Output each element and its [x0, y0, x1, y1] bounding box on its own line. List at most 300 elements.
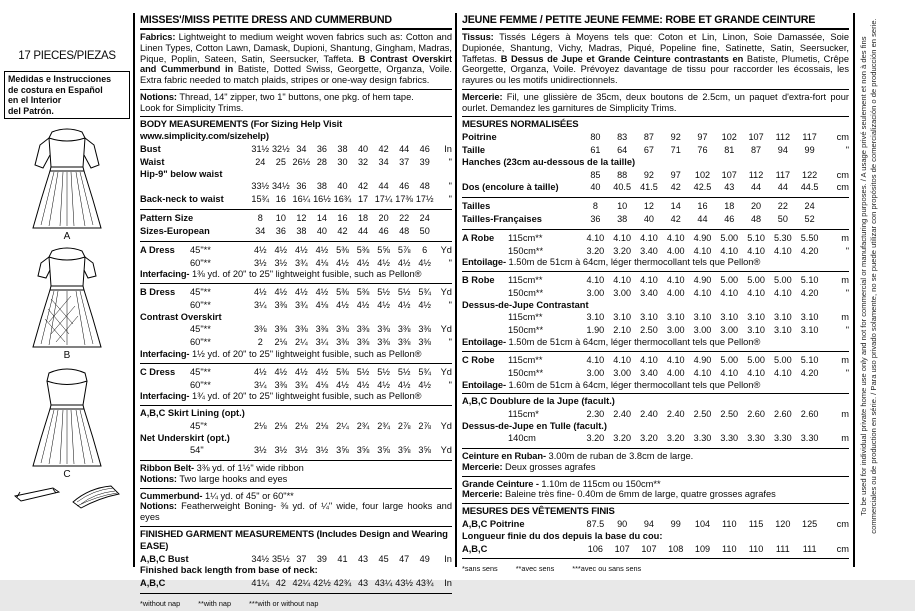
- measurement-value: 33½: [251, 181, 270, 192]
- measurement-value: 3½: [253, 257, 267, 268]
- measurement-value: 3.10: [800, 325, 819, 336]
- measurement-value: 110: [748, 543, 764, 554]
- measurement-value: 4.10: [640, 275, 658, 286]
- measurement-value: 5½: [397, 287, 411, 298]
- measurement-label: [140, 257, 250, 269]
- c-robe-block: [462, 352, 849, 394]
- fabric-width: 45"**: [190, 244, 211, 255]
- measurement-value: 4½: [377, 379, 390, 390]
- measurement-label: [462, 324, 582, 336]
- measurement-row: [462, 131, 849, 144]
- b-robe-block: [462, 272, 849, 352]
- row-label: Dessus-de-Jupe en Tulle (facult.): [462, 420, 607, 431]
- measurement-value: 49: [419, 553, 430, 564]
- measurement-value: 3⅜: [336, 324, 349, 335]
- measurement-value: 2⅛: [274, 337, 288, 348]
- measurement-value: 4⅛: [315, 257, 329, 268]
- fabric-width: 45"**: [190, 287, 211, 298]
- measurement-value: 3.00: [613, 288, 631, 299]
- measurement-value: 5¾: [418, 366, 432, 377]
- measurement-value: 3⅜: [295, 324, 308, 335]
- measurement-value: 5⅜: [336, 366, 349, 377]
- measurement-value: 46: [378, 225, 389, 236]
- dress-c-figure: [21, 363, 113, 480]
- measurement-value: 34: [378, 157, 389, 168]
- measurement-value: 5⅜: [356, 287, 370, 298]
- measurement-value: 3⅝: [356, 445, 370, 456]
- measurement-value: 3.10: [800, 312, 819, 323]
- measurement-value: 4½: [397, 299, 411, 310]
- note-label: Interfacing-: [140, 348, 190, 359]
- note-line: [140, 391, 452, 402]
- measurement-value: 8: [592, 201, 598, 212]
- measurement-value: 3¼: [315, 337, 329, 348]
- fabric-width: 45"**: [190, 324, 211, 335]
- unit-label: In: [444, 144, 452, 155]
- measurement-value: 16: [697, 201, 708, 212]
- mesures-normalisees-block: [462, 117, 849, 198]
- measurement-value: 3⅝: [377, 445, 390, 456]
- measurement-value: 4½: [418, 379, 432, 390]
- measurement-row: [140, 577, 452, 590]
- ruban-block: [462, 449, 849, 477]
- fabric-width: 150cm**: [508, 245, 544, 256]
- measurement-value: 107: [748, 132, 764, 143]
- section-heading: FINISHED GARMENT MEASUREMENTS (Includes Design and Wearing EASE): [140, 528, 448, 552]
- measurement-row: [140, 193, 452, 206]
- unit-label: m: [841, 312, 849, 323]
- measurement-value: 125: [802, 519, 818, 530]
- measurement-value: 5.00: [747, 275, 765, 286]
- measurement-value: 3.20: [666, 433, 685, 444]
- measurement-value: 2⅛: [315, 420, 329, 431]
- measurement-value: 2.60: [800, 408, 819, 419]
- measurement-value: 4½: [295, 287, 308, 298]
- measurement-value: 4.00: [666, 245, 685, 256]
- fabric-width: 150cm**: [508, 288, 544, 299]
- note-line: [462, 462, 849, 473]
- measurement-value: 34: [255, 225, 266, 236]
- measurement-row: [462, 432, 849, 445]
- note-text: Lightweight to medium weight woven fabrics such as: Cotton and Linen Types, Cotton Lawn, Damask, Dupioni, Shantung, Gingham, Madras, Pique, Poplin, Sateen, Satin, Seersucker, Taffeta.: [140, 32, 452, 64]
- legal-notice-line-1: To be used for individual private home use only and not for commercial or manufacturing purposes. / A usage privé seulement et non à des fins: [859, 36, 868, 516]
- measurement-label: B Robe 115cm**: [462, 275, 543, 286]
- measurement-label: [140, 420, 250, 432]
- dress-c-illustration: [21, 363, 113, 471]
- measurement-value: 39: [419, 157, 430, 168]
- measurement-value: 3.00: [720, 325, 739, 336]
- measurement-value: 5.00: [720, 275, 739, 286]
- measurement-value: 5.00: [720, 354, 739, 365]
- measurement-value: 10: [617, 201, 628, 212]
- measurement-value: 3.10: [640, 312, 658, 323]
- doublure-block: [462, 394, 849, 449]
- measurement-value: 14: [670, 201, 681, 212]
- measurement-label: [140, 323, 250, 335]
- measurement-row: [462, 232, 849, 245]
- footnote-row: [462, 561, 849, 573]
- measurement-value: 43: [357, 578, 369, 589]
- lining-block: [140, 406, 452, 461]
- dress-b-illustration: [21, 244, 113, 352]
- fabric-width: 150cm**: [508, 367, 544, 378]
- measurement-value: 4.20: [800, 288, 819, 299]
- unit-label: Yd: [440, 324, 452, 335]
- measurement-value: 4.20: [800, 367, 819, 378]
- measurement-value: 43½: [395, 578, 413, 589]
- unit-label: ": [845, 245, 849, 256]
- measurement-value: 14: [316, 213, 327, 224]
- measurement-value: 4½: [418, 257, 432, 268]
- measurement-value: 48: [399, 225, 410, 236]
- note-line: [462, 257, 849, 268]
- unit-label: In: [444, 553, 452, 564]
- note-label: Mercerie:: [462, 91, 503, 102]
- body-measurements-block: [140, 117, 452, 210]
- measurement-value: 109: [694, 543, 711, 554]
- measurement-value: 120: [775, 519, 791, 530]
- fabric-width: 45"*: [190, 420, 208, 431]
- measurement-value: 5½: [377, 287, 390, 298]
- measurement-row: [140, 379, 452, 392]
- unit-label: ": [448, 337, 452, 348]
- unit-label: ": [845, 145, 849, 156]
- note-text: Deux grosses agrafes: [502, 461, 596, 472]
- measurement-value: 4.10: [613, 275, 631, 286]
- measurement-value: 34½: [271, 181, 290, 192]
- note-label: Interfacing-: [140, 269, 190, 280]
- note-label: Mercerie:: [462, 489, 503, 500]
- unit-label: In: [444, 578, 452, 589]
- measurement-value: 87: [750, 145, 762, 156]
- note-line: [140, 103, 452, 114]
- note-label: Entoilage-: [462, 337, 506, 348]
- row-label: Contrast Overskirt: [140, 311, 222, 322]
- measurement-value: 3.30: [747, 433, 765, 444]
- measurement-value: 111: [802, 543, 817, 554]
- unit-label: m: [841, 408, 849, 419]
- measurement-label: [140, 336, 250, 348]
- note-label: Ceinture en Ruban-: [462, 451, 546, 462]
- measurement-value: 2⅞: [418, 420, 432, 431]
- measurement-value: 3⅝: [418, 445, 432, 456]
- note-text: 1.50m de 51cm à 64cm, léger thermocollant tels que Pellon®: [505, 337, 761, 348]
- measurement-value: 45: [378, 553, 389, 564]
- spanish-note-line: en el Interior: [8, 95, 62, 105]
- measurement-label: A,B,C Bust: [140, 553, 189, 564]
- measurement-value: 46: [419, 144, 430, 155]
- measurement-value: 4.00: [666, 288, 685, 299]
- measurement-value: 5.00: [773, 354, 792, 365]
- measurement-value: 3.10: [693, 312, 712, 323]
- measurement-value: 46: [724, 214, 735, 225]
- note-line: [140, 491, 452, 502]
- measurement-value: 41: [337, 553, 348, 564]
- measurement-label: [140, 299, 250, 311]
- note-text: 1.10m de 115cm ou 150cm**: [538, 478, 661, 489]
- measurement-value: 26½: [292, 157, 311, 168]
- measurement-row: [462, 213, 849, 226]
- notions-block: [140, 90, 452, 118]
- note-text: Batiste, Plumetis, Crêpe Georgette, Organza, Voile. Prévoyez davantage de tissu pour raccorder les écossais, les rayures ou les motifs unidirectionnels.: [462, 53, 849, 86]
- note-text: 1⅜ yd. of 20" to 25" lightweight fusible, such as Pellon®: [189, 269, 422, 280]
- measurement-value: 3¼: [253, 299, 267, 310]
- footnote: ***avec ou sans sens: [572, 564, 642, 574]
- measurement-label: Taille: [462, 145, 486, 156]
- unit-label: cm: [836, 169, 849, 180]
- unit-label: ": [448, 181, 452, 192]
- measurement-value: 3¾: [295, 257, 308, 268]
- measurement-value: 80: [590, 132, 601, 143]
- unit-label: ": [845, 288, 849, 299]
- measurement-row: [462, 408, 849, 421]
- measurement-row: [140, 323, 452, 336]
- measurement-value: 3½: [274, 257, 288, 268]
- measurement-value: 4½: [377, 299, 390, 310]
- pattern-size-block: [140, 210, 452, 242]
- measurement-value: 3.10: [773, 325, 792, 336]
- note-line: [140, 463, 452, 474]
- measurement-value: 40: [590, 182, 601, 193]
- dress-a-illustration: [21, 125, 113, 233]
- measurement-value: 2.60: [747, 408, 765, 419]
- note-label: Tissus:: [462, 32, 494, 42]
- measurement-value: 4½: [418, 299, 432, 310]
- measurement-value: 4.10: [666, 354, 685, 365]
- note-label: Mercerie:: [462, 461, 503, 472]
- note-line: [462, 479, 849, 490]
- measurement-value: 17: [357, 194, 369, 205]
- measurement-label: [140, 180, 250, 192]
- figure-label-a: A: [63, 231, 71, 242]
- measurement-value: 110: [722, 519, 737, 530]
- measurement-value: 40: [643, 214, 654, 225]
- measurement-value: 5⅞: [397, 244, 411, 255]
- spanish-note-box: [4, 71, 130, 119]
- measurement-value: 12: [643, 201, 654, 212]
- unit-label: m: [841, 275, 849, 286]
- unit-label: ": [448, 257, 452, 268]
- measurement-value: 94: [777, 145, 788, 156]
- measurement-value: 3½: [253, 445, 267, 456]
- measurement-value: 4.10: [773, 367, 792, 378]
- measurement-row: [140, 420, 452, 433]
- spanish-note-line: del Patrón.: [8, 105, 54, 116]
- measurement-value: 4.00: [666, 367, 685, 378]
- fabric-width: 150cm**: [508, 325, 544, 336]
- measurement-value: 4⅛: [315, 299, 329, 310]
- measurement-row: [140, 336, 452, 349]
- measurement-value: 4½: [253, 244, 267, 255]
- measurement-value: 4.90: [693, 354, 712, 365]
- measurement-row: [140, 180, 452, 193]
- note-text: 3.00m de ruban de 3.8cm de large.: [545, 451, 694, 462]
- measurement-value: 24: [804, 201, 815, 212]
- measurement-value: 3⅜: [336, 337, 349, 348]
- fabric-width: 60"**: [190, 257, 211, 268]
- measurement-value: 15¾: [251, 194, 270, 205]
- measurement-label: Tailles-Françaises: [462, 214, 542, 225]
- measurement-value: 3.10: [720, 312, 739, 323]
- row-label: Dessus-de-Jupe Contrastant: [462, 299, 589, 310]
- measurement-label: C Dress 45"**: [140, 366, 211, 377]
- unit-label: Yd: [440, 420, 452, 431]
- measurement-value: 3.30: [773, 433, 792, 444]
- measurement-value: 107: [721, 169, 737, 180]
- measurement-value: 3⅜: [253, 324, 267, 335]
- measurement-value: 97: [697, 132, 708, 143]
- measurement-value: 8: [257, 213, 263, 224]
- fabric-width: 115cm*: [508, 408, 539, 419]
- dress-a-figure: [21, 125, 113, 242]
- measurement-value: 4.10: [693, 367, 712, 378]
- measurement-value: 40.5: [613, 182, 631, 193]
- measurement-value: 42¼: [292, 578, 311, 589]
- measurement-value: 3⅜: [356, 337, 370, 348]
- note-text: 1¾ yd. of 20" to 25" lightweight fusible, such as Pellon®: [189, 391, 422, 402]
- measurement-value: 122: [802, 169, 818, 180]
- note-text: Tissés Légers à Moyens tels que: Coton et Lin, Linon, Soie Damassée, Soie Dupionée, Shantung, Vichy, Madras, Piqué, Popeline fine, Satinette, Satin, Seersucker, Taffetas.: [462, 32, 849, 64]
- french-blocks: [462, 30, 849, 576]
- measurement-value: 32½: [271, 144, 290, 155]
- measurement-row: [140, 366, 452, 379]
- measurement-value: 5.50: [800, 232, 819, 243]
- spanish-note-line: Medidas e Instrucciones: [8, 74, 112, 84]
- measurement-label: A Robe 115cm**: [462, 232, 543, 243]
- measurement-value: 4½: [336, 299, 349, 310]
- measurement-row: [462, 274, 849, 287]
- mercerie-block: [462, 90, 849, 118]
- note-line: [462, 337, 849, 348]
- measurement-value: 104: [694, 519, 711, 530]
- measurement-value: 3.10: [613, 312, 631, 323]
- unit-label: ": [448, 299, 452, 310]
- measurement-value: 3.00: [693, 325, 712, 336]
- measurement-value: 2: [257, 337, 263, 348]
- measurement-value: 2⅛: [295, 420, 308, 431]
- measurement-value: 44: [777, 182, 788, 193]
- measurement-value: 18: [724, 201, 735, 212]
- measurement-value: 12: [296, 213, 307, 224]
- unit-label: m: [841, 354, 849, 365]
- measurement-value: 4.10: [747, 245, 765, 256]
- measurement-row: [462, 367, 849, 380]
- unit-label: Yd: [440, 366, 452, 377]
- measurement-value: 50: [777, 214, 788, 225]
- dress-b-figure: [21, 244, 113, 361]
- measurement-value: 4.10: [773, 288, 792, 299]
- measurement-value: 42: [670, 182, 681, 193]
- cummerbund-block: [140, 489, 452, 527]
- measurement-value: 3⅜: [274, 324, 288, 335]
- measurement-value: 4½: [274, 287, 288, 298]
- footnote: *sans sens: [462, 564, 498, 574]
- measurement-value: 4.10: [693, 245, 712, 256]
- measurement-value: 38: [337, 144, 348, 155]
- footnote: **avec sens: [515, 564, 555, 574]
- measurement-value: 16: [275, 194, 286, 205]
- measurement-value: 4.10: [586, 354, 605, 365]
- fabric-width: 115cm**: [508, 312, 543, 323]
- measurement-value: 4½: [356, 257, 370, 268]
- fabric-width: 45"**: [190, 366, 211, 377]
- measurement-value: 44: [399, 144, 410, 155]
- measurement-value: 102: [694, 169, 711, 180]
- measurement-value: 5½: [397, 366, 411, 377]
- measurement-value: 44: [750, 182, 762, 193]
- measurement-value: 2⅛: [253, 420, 267, 431]
- measurement-value: 3.00: [586, 288, 605, 299]
- measurement-value: 34½: [251, 553, 270, 564]
- measurement-value: 102: [721, 132, 737, 143]
- row-label: Hip-9" below waist: [140, 168, 223, 179]
- measurement-row: [140, 553, 452, 566]
- measurement-value: 32: [357, 157, 369, 168]
- note-label: Cummerbund-: [140, 490, 203, 501]
- measurement-value: 3.10: [747, 325, 765, 336]
- measurement-label: Back-neck to waist: [140, 194, 224, 205]
- measurement-value: 64: [617, 145, 628, 156]
- measurement-value: 44.5: [800, 182, 819, 193]
- measurement-label: [140, 444, 250, 456]
- measurement-row: [462, 543, 849, 556]
- figure-label-c: C: [63, 469, 71, 480]
- english-column: [133, 13, 455, 608]
- note-label: Notions:: [140, 473, 177, 484]
- measurement-value: 42¾: [333, 578, 352, 589]
- measurement-value: 3.10: [586, 312, 605, 323]
- measurement-value: 5⅜: [336, 244, 349, 255]
- measurement-value: 4.10: [613, 232, 631, 243]
- measurement-row: [140, 299, 452, 312]
- fabric-width: 60"**: [190, 299, 211, 310]
- measurement-value: 3.10: [666, 312, 685, 323]
- measurement-value: 43¾: [415, 578, 434, 589]
- measurement-value: 71: [670, 145, 681, 156]
- measurement-label: A Dress 45"**: [140, 244, 211, 255]
- note-text: Baleine très fine- 0.40m de 6mm de large, quatre grosses agrafes: [502, 489, 776, 500]
- measurement-value: 24: [255, 157, 266, 168]
- footnote: *without nap: [140, 598, 181, 608]
- note-text: Two large hooks and eyes: [176, 473, 288, 484]
- measurement-value: 16¼: [292, 194, 311, 205]
- measurement-value: 3.00: [613, 367, 631, 378]
- measurement-value: 3.20: [586, 433, 605, 444]
- measurement-row: [140, 286, 452, 299]
- measurement-value: 46: [399, 181, 410, 192]
- measurement-value: 10: [275, 213, 286, 224]
- measurement-value: 41.5: [640, 182, 658, 193]
- measurement-value: 18: [357, 213, 369, 224]
- measurement-value: 36: [275, 225, 286, 236]
- measurement-value: 42: [337, 225, 348, 236]
- measurement-value: 3.30: [693, 433, 712, 444]
- measurement-label: Poitrine: [462, 132, 497, 143]
- measurement-value: 107: [641, 543, 657, 554]
- measurement-value: 34: [296, 144, 307, 155]
- note-label: Entoilage-: [462, 379, 506, 390]
- measurement-value: 38: [316, 181, 327, 192]
- measurement-value: 48: [750, 214, 762, 225]
- note-label: Fabrics:: [140, 32, 176, 42]
- measurement-value: 3.20: [613, 433, 631, 444]
- measurement-row: [140, 257, 452, 270]
- footnote: **with nap: [198, 598, 232, 608]
- measurement-value: 44: [697, 214, 708, 225]
- measurement-row: [140, 444, 452, 457]
- a-robe-block: [462, 230, 849, 272]
- measurement-value: 2⅞: [397, 420, 411, 431]
